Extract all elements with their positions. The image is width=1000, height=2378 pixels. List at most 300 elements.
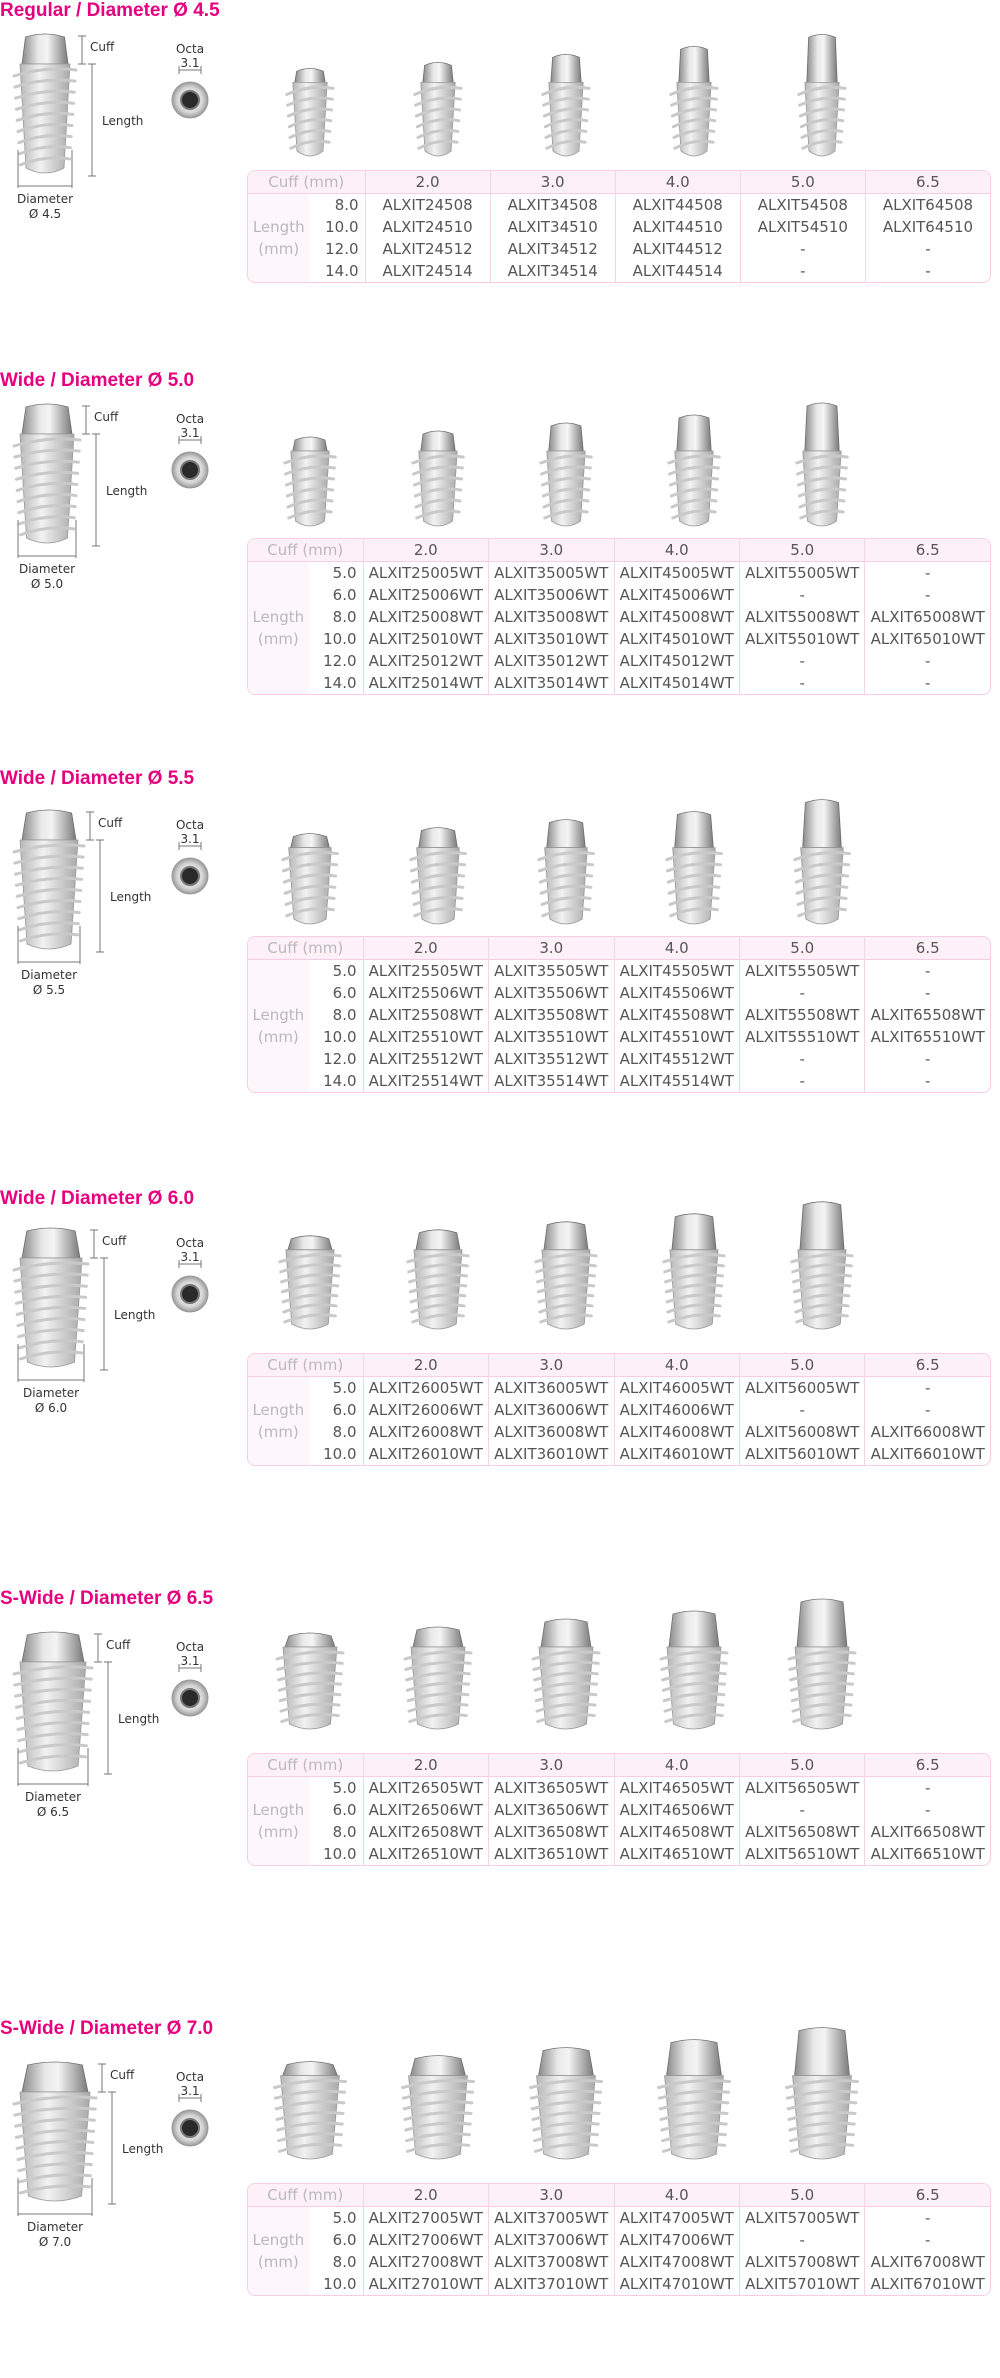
length-label: Length (110, 890, 152, 904)
table-header-row (248, 1754, 990, 1777)
length-value: 8.0 (332, 1423, 357, 1441)
implant-variant (632, 1588, 756, 1738)
product-code-cell: ALXIT27008WT (363, 2251, 488, 2273)
product-code-cell: ALXIT45010WT (614, 628, 739, 650)
table-row (248, 238, 990, 260)
product-code-cell: ALXIT66008WT (864, 1421, 990, 1443)
cuff-value-header: 5.0 (739, 1754, 864, 1777)
cuff-label: Cuff (106, 1638, 131, 1652)
variant-implant-cuff (421, 431, 455, 451)
product-section (0, 0, 1000, 360)
product-code-cell: ALXIT26008WT (363, 1421, 488, 1443)
product-code-cell: - (864, 960, 990, 982)
implant-diagram (0, 30, 240, 310)
product-code-cell: ALXIT55510WT (739, 1026, 864, 1048)
length-value: 10.0 (323, 2275, 357, 2293)
cuff-value-header: 4.0 (615, 171, 740, 194)
cuff-value-header: 4.0 (614, 937, 739, 960)
table-row (248, 2207, 990, 2229)
diagram-implant-cuff (22, 1632, 84, 1662)
implant-diagram (0, 806, 240, 1086)
octa-hole (181, 867, 199, 885)
cuff-label: Cuff (102, 1234, 127, 1248)
product-code-cell: ALXIT47005WT (614, 2207, 739, 2229)
table-row (248, 1799, 990, 1821)
implant-variant-image (632, 1188, 756, 1338)
product-code-cell: ALXIT44514 (615, 260, 740, 282)
variant-implant-cuff (544, 1222, 588, 1250)
implant-variant (504, 15, 628, 165)
product-code-cell: - (739, 1048, 864, 1070)
length-header-line-2: (mm) (257, 1823, 299, 1841)
cuff-value-header: 4.0 (614, 539, 739, 562)
octa-label: Octa (175, 1236, 205, 1250)
product-code-cell: ALXIT26005WT (363, 1377, 488, 1399)
diagram-implant-cuff (22, 1228, 80, 1258)
octa-hole (181, 1285, 199, 1303)
product-code-cell: ALXIT45008WT (614, 606, 739, 628)
implant-variant-image (760, 1588, 884, 1738)
product-code-cell: ALXIT46005WT (614, 1377, 739, 1399)
product-code-cell: ALXIT36005WT (488, 1377, 613, 1399)
product-code-cell: ALXIT26508WT (363, 1821, 488, 1843)
length-label: Length (106, 484, 148, 498)
implant-diagram (0, 2058, 240, 2338)
octa-hole (181, 461, 199, 479)
implant-variant (632, 783, 756, 933)
cuff-value-header: 5.0 (739, 937, 864, 960)
table-row (248, 2273, 990, 2295)
product-code-cell: ALXIT55010WT (739, 628, 864, 650)
length-mm-header (248, 2207, 309, 2295)
product-code-cell: ALXIT25005WT (363, 562, 488, 584)
octa-hole (181, 91, 199, 109)
implant-illustration (0, 1628, 240, 1908)
product-section (0, 1588, 1000, 1948)
table-row (248, 1821, 990, 1843)
implant-variant-image (376, 1588, 500, 1738)
cuff-value-header: 6.5 (864, 539, 990, 562)
product-code-cell: - (864, 1799, 990, 1821)
length-value: 5.0 (332, 564, 357, 582)
cuff-label: Cuff (98, 816, 123, 830)
variant-implant-cuff (293, 437, 327, 451)
length-value: 10.0 (323, 1028, 357, 1046)
implant-illustration (0, 30, 240, 310)
diagram-implant-cuff (22, 34, 68, 64)
product-code-cell: - (865, 260, 990, 282)
length-value: 6.0 (332, 2231, 357, 2249)
product-code-cell: ALXIT66510WT (864, 1843, 990, 1865)
length-header-line-2: (mm) (257, 1028, 299, 1046)
length-header-line-1: Length (252, 1401, 305, 1419)
product-code-cell: ALXIT37008WT (488, 2251, 613, 2273)
cuff-value-header: 4.0 (614, 1754, 739, 1777)
product-code-table (247, 1353, 991, 1466)
table-row (248, 650, 990, 672)
length-value: 6.0 (332, 586, 357, 604)
product-code-cell: ALXIT36505WT (488, 1777, 613, 1799)
product-code-cell: ALXIT65010WT (864, 628, 990, 650)
cuff-value-header: 6.5 (864, 1754, 990, 1777)
diameter-value: Ø 6.0 (34, 1401, 68, 1415)
product-code-cell: ALXIT55505WT (739, 960, 864, 982)
product-code-cell: ALXIT55008WT (739, 606, 864, 628)
implant-variant-image (632, 2018, 756, 2168)
cuff-variants (248, 385, 992, 535)
product-code-cell: ALXIT47008WT (614, 2251, 739, 2273)
implant-variant-image (760, 783, 884, 933)
table-row (248, 628, 990, 650)
implant-variant-image (760, 15, 884, 165)
implant-variant-image (376, 2018, 500, 2168)
section-title: Wide / Diameter Ø 6.0 (0, 1188, 195, 1209)
product-code-cell: - (864, 982, 990, 1004)
product-code-cell: ALXIT25014WT (363, 672, 488, 694)
variant-implant-cuff (423, 62, 453, 82)
variant-implant-cuff (549, 423, 583, 451)
product-code-cell: ALXIT67010WT (864, 2273, 990, 2295)
product-code-cell: ALXIT26506WT (363, 1799, 488, 1821)
length-mm-header (248, 194, 309, 282)
implant-variant (504, 1188, 628, 1338)
implant-variant-image (248, 15, 372, 165)
cuff-value-header: 4.0 (614, 2184, 739, 2207)
table-row (248, 194, 990, 216)
diameter-label: Diameter (26, 2220, 84, 2234)
product-code-cell: ALXIT25006WT (363, 584, 488, 606)
product-code-cell: ALXIT46010WT (614, 1443, 739, 1465)
octa-label: Octa (175, 42, 205, 56)
product-code-cell: ALXIT44508 (615, 194, 740, 216)
variant-implant-cuff (807, 34, 837, 82)
product-code-cell: ALXIT25514WT (363, 1070, 488, 1092)
product-code-cell: ALXIT26510WT (363, 1843, 488, 1865)
table-row (248, 1443, 990, 1465)
length-value: 6.0 (332, 1801, 357, 1819)
product-code-cell: ALXIT26010WT (363, 1443, 488, 1465)
cuff-label: Cuff (90, 40, 115, 54)
variant-implant-cuff (419, 828, 458, 848)
cuff-value-header: 6.5 (864, 1354, 990, 1377)
product-code-cell: - (864, 1399, 990, 1421)
product-code-cell: ALXIT25510WT (363, 1026, 488, 1048)
implant-variant (376, 1188, 500, 1338)
product-code-cell: ALXIT25512WT (363, 1048, 488, 1070)
octa-value: 3.1 (180, 832, 200, 846)
cuff-variants (248, 1188, 992, 1338)
table-row (248, 606, 990, 628)
product-code-cell: ALXIT56005WT (739, 1377, 864, 1399)
product-code-cell: ALXIT36508WT (488, 1821, 613, 1843)
product-code-cell: ALXIT46008WT (614, 1421, 739, 1443)
diameter-value: Ø 7.0 (38, 2235, 72, 2249)
product-code-cell: - (864, 2207, 990, 2229)
implant-variant-image (376, 385, 500, 535)
length-value: 6.0 (332, 984, 357, 1002)
implant-variant (760, 2018, 884, 2168)
length-header-line-2: (mm) (257, 630, 299, 648)
implant-variant-image (248, 385, 372, 535)
cuff-value-header: 5.0 (739, 539, 864, 562)
product-code-cell: ALXIT35508WT (488, 1004, 613, 1026)
product-code-cell: ALXIT35008WT (488, 606, 613, 628)
implant-illustration (0, 400, 240, 680)
length-header-line-1: Length (252, 1801, 305, 1819)
table-row (248, 1070, 990, 1092)
cuff-mm-header: Cuff (mm) (248, 539, 363, 562)
implant-variant (504, 1588, 628, 1738)
implant-variant (248, 783, 372, 933)
product-code-cell: ALXIT45512WT (614, 1048, 739, 1070)
product-code-cell: ALXIT35006WT (488, 584, 613, 606)
product-section (0, 2018, 1000, 2378)
implant-variant-image (248, 1188, 372, 1338)
variant-implant-cuff (288, 1236, 332, 1250)
variant-implant-cuff (795, 2028, 850, 2076)
product-code-cell: ALXIT35005WT (488, 562, 613, 584)
length-header-line-1: Length (252, 1006, 305, 1024)
product-code-cell: ALXIT27006WT (363, 2229, 488, 2251)
product-code-cell: ALXIT37010WT (488, 2273, 613, 2295)
product-code-cell: ALXIT36010WT (488, 1443, 613, 1465)
variant-implant-cuff (295, 68, 325, 82)
diameter-label: Diameter (20, 968, 78, 982)
product-code-cell: ALXIT45514WT (614, 1070, 739, 1092)
diameter-value: Ø 5.0 (30, 577, 64, 591)
table-header-row (248, 539, 990, 562)
product-code-cell: - (864, 1070, 990, 1092)
product-code-cell: ALXIT34510 (490, 216, 615, 238)
product-code-cell: ALXIT46506WT (614, 1799, 739, 1821)
product-code-cell: ALXIT25012WT (363, 650, 488, 672)
implant-variant (248, 15, 372, 165)
length-value: 8.0 (332, 2253, 357, 2271)
product-code-cell: ALXIT26006WT (363, 1399, 488, 1421)
product-code-cell: ALXIT54508 (740, 194, 865, 216)
variant-implant-cuff (547, 820, 586, 848)
cuff-value-header: 6.5 (865, 171, 990, 194)
cuff-value-header: 5.0 (739, 1354, 864, 1377)
implant-variant (632, 15, 756, 165)
diagram-implant-cuff (22, 2062, 88, 2092)
implant-variant-image (760, 385, 884, 535)
length-value: 10.0 (325, 218, 359, 236)
product-code-cell: ALXIT25010WT (363, 628, 488, 650)
product-code-cell: ALXIT24514 (365, 260, 490, 282)
cuff-mm-header: Cuff (mm) (248, 937, 363, 960)
implant-variant (632, 1188, 756, 1338)
product-code-cell: ALXIT25506WT (363, 982, 488, 1004)
octa-value: 3.1 (180, 1654, 200, 1668)
product-code-table (247, 1753, 991, 1866)
table-row (248, 1004, 990, 1026)
cuff-value-header: 3.0 (488, 1754, 613, 1777)
product-code-cell: ALXIT45005WT (614, 562, 739, 584)
section-title: Regular / Diameter Ø 4.5 (0, 0, 220, 21)
product-code-cell: ALXIT66508WT (864, 1821, 990, 1843)
table-row (248, 2229, 990, 2251)
cuff-value-header: 4.0 (614, 1354, 739, 1377)
table-header-row (248, 171, 990, 194)
implant-variant-image (248, 783, 372, 933)
product-code-cell: - (864, 1377, 990, 1399)
implant-illustration (0, 2058, 240, 2338)
product-code-cell: ALXIT45006WT (614, 584, 739, 606)
implant-diagram (0, 400, 240, 680)
implant-variant-image (504, 1188, 628, 1338)
implant-variant (376, 15, 500, 165)
table-row (248, 584, 990, 606)
table-row (248, 562, 990, 584)
product-code-cell: ALXIT44512 (615, 238, 740, 260)
variant-implant-cuff (291, 834, 330, 848)
product-code-cell: - (739, 672, 864, 694)
table-row (248, 1048, 990, 1070)
variant-implant-cuff (667, 2040, 722, 2076)
implant-variant (760, 1188, 884, 1338)
implant-variant-image (504, 783, 628, 933)
product-code-cell: ALXIT45508WT (614, 1004, 739, 1026)
product-code-cell: - (864, 672, 990, 694)
cuff-variants (248, 1588, 992, 1738)
implant-illustration (0, 1224, 240, 1504)
length-label: Length (118, 1712, 160, 1726)
length-value: 5.0 (332, 1379, 357, 1397)
product-code-cell: - (739, 2229, 864, 2251)
length-value: 12.0 (325, 240, 359, 258)
product-code-cell: ALXIT56508WT (739, 1821, 864, 1843)
section-title: Wide / Diameter Ø 5.0 (0, 370, 195, 391)
cuff-label: Cuff (110, 2068, 135, 2082)
product-code-cell: ALXIT36506WT (488, 1799, 613, 1821)
implant-variant-image (248, 2018, 372, 2168)
cuff-value-header: 2.0 (363, 1754, 488, 1777)
product-code-cell: ALXIT27005WT (363, 2207, 488, 2229)
table-row (248, 1843, 990, 1865)
implant-variant (760, 1588, 884, 1738)
table-row (248, 960, 990, 982)
product-code-cell: ALXIT36008WT (488, 1421, 613, 1443)
variant-implant-cuff (551, 54, 581, 82)
implant-variant (504, 2018, 628, 2168)
length-header-line-1: Length (252, 608, 305, 626)
implant-variant-image (504, 2018, 628, 2168)
length-value: 8.0 (334, 196, 359, 214)
product-code-cell: ALXIT46006WT (614, 1399, 739, 1421)
product-code-cell: ALXIT45510WT (614, 1026, 739, 1048)
table-row (248, 672, 990, 694)
product-code-cell: ALXIT64508 (865, 194, 990, 216)
product-code-cell: ALXIT45012WT (614, 650, 739, 672)
variant-implant-cuff (541, 1619, 591, 1647)
table-row (248, 982, 990, 1004)
length-value: 5.0 (332, 1779, 357, 1797)
length-header-line-1: Length (252, 2231, 305, 2249)
product-code-cell: ALXIT55508WT (739, 1004, 864, 1026)
cuff-value-header: 3.0 (488, 1354, 613, 1377)
product-code-cell: - (864, 2229, 990, 2251)
cuff-value-header: 3.0 (490, 171, 615, 194)
product-code-cell: - (739, 584, 864, 606)
cuff-value-header: 5.0 (739, 2184, 864, 2207)
product-code-cell: ALXIT57008WT (739, 2251, 864, 2273)
cuff-label: Cuff (94, 410, 119, 424)
implant-variant-image (504, 385, 628, 535)
implant-illustration (0, 806, 240, 1086)
product-code-cell: ALXIT47010WT (614, 2273, 739, 2295)
octa-label: Octa (175, 818, 205, 832)
product-code-cell: ALXIT46508WT (614, 1821, 739, 1843)
diameter-value: Ø 6.5 (36, 1805, 70, 1819)
product-code-cell: ALXIT24510 (365, 216, 490, 238)
implant-variant (376, 1588, 500, 1738)
product-code-cell: - (864, 650, 990, 672)
length-value: 6.0 (332, 1401, 357, 1419)
implant-variant-image (632, 385, 756, 535)
implant-variant-image (504, 15, 628, 165)
implant-diagram (0, 1628, 240, 1908)
variant-implant-cuff (669, 1611, 719, 1647)
product-code-cell: ALXIT27010WT (363, 2273, 488, 2295)
diagram-implant-cuff (22, 810, 76, 840)
diagram-implant-cuff (22, 404, 72, 434)
product-code-cell: - (864, 584, 990, 606)
octa-value: 3.1 (180, 2084, 200, 2098)
product-code-cell: - (864, 1777, 990, 1799)
implant-variant (760, 385, 884, 535)
variant-implant-cuff (677, 415, 711, 451)
product-section (0, 768, 1000, 1128)
diameter-label: Diameter (24, 1790, 82, 1804)
product-code-cell: ALXIT67008WT (864, 2251, 990, 2273)
product-code-table (247, 2183, 991, 2296)
product-code-cell: ALXIT65008WT (864, 606, 990, 628)
octa-value: 3.1 (180, 426, 200, 440)
product-code-cell: ALXIT57005WT (739, 2207, 864, 2229)
product-code-cell: - (739, 650, 864, 672)
product-code-cell: ALXIT35514WT (488, 1070, 613, 1092)
product-code-cell: ALXIT35505WT (488, 960, 613, 982)
implant-variant-image (504, 1588, 628, 1738)
product-code-cell: - (739, 1799, 864, 1821)
product-code-cell: ALXIT56510WT (739, 1843, 864, 1865)
length-value: 10.0 (323, 1445, 357, 1463)
variant-implant-cuff (411, 2056, 466, 2076)
product-code-table (247, 170, 991, 283)
length-value: 10.0 (323, 630, 357, 648)
product-code-cell: ALXIT57010WT (739, 2273, 864, 2295)
table-header-row (248, 1354, 990, 1377)
product-code-table (247, 538, 991, 695)
cuff-value-header: 5.0 (740, 171, 865, 194)
octa-hole (181, 1689, 199, 1707)
table-row (248, 216, 990, 238)
cuff-mm-header: Cuff (mm) (248, 171, 365, 194)
implant-variant (248, 385, 372, 535)
product-code-cell: ALXIT55005WT (739, 562, 864, 584)
product-code-cell: - (740, 260, 865, 282)
variant-implant-cuff (413, 1627, 463, 1647)
table-header-row (248, 2184, 990, 2207)
product-code-cell: - (865, 238, 990, 260)
product-code-cell: ALXIT36006WT (488, 1399, 613, 1421)
length-value: 12.0 (323, 652, 357, 670)
implant-variant (504, 385, 628, 535)
length-mm-header (248, 1377, 309, 1465)
product-code-cell: ALXIT35510WT (488, 1026, 613, 1048)
length-value: 12.0 (323, 1050, 357, 1068)
